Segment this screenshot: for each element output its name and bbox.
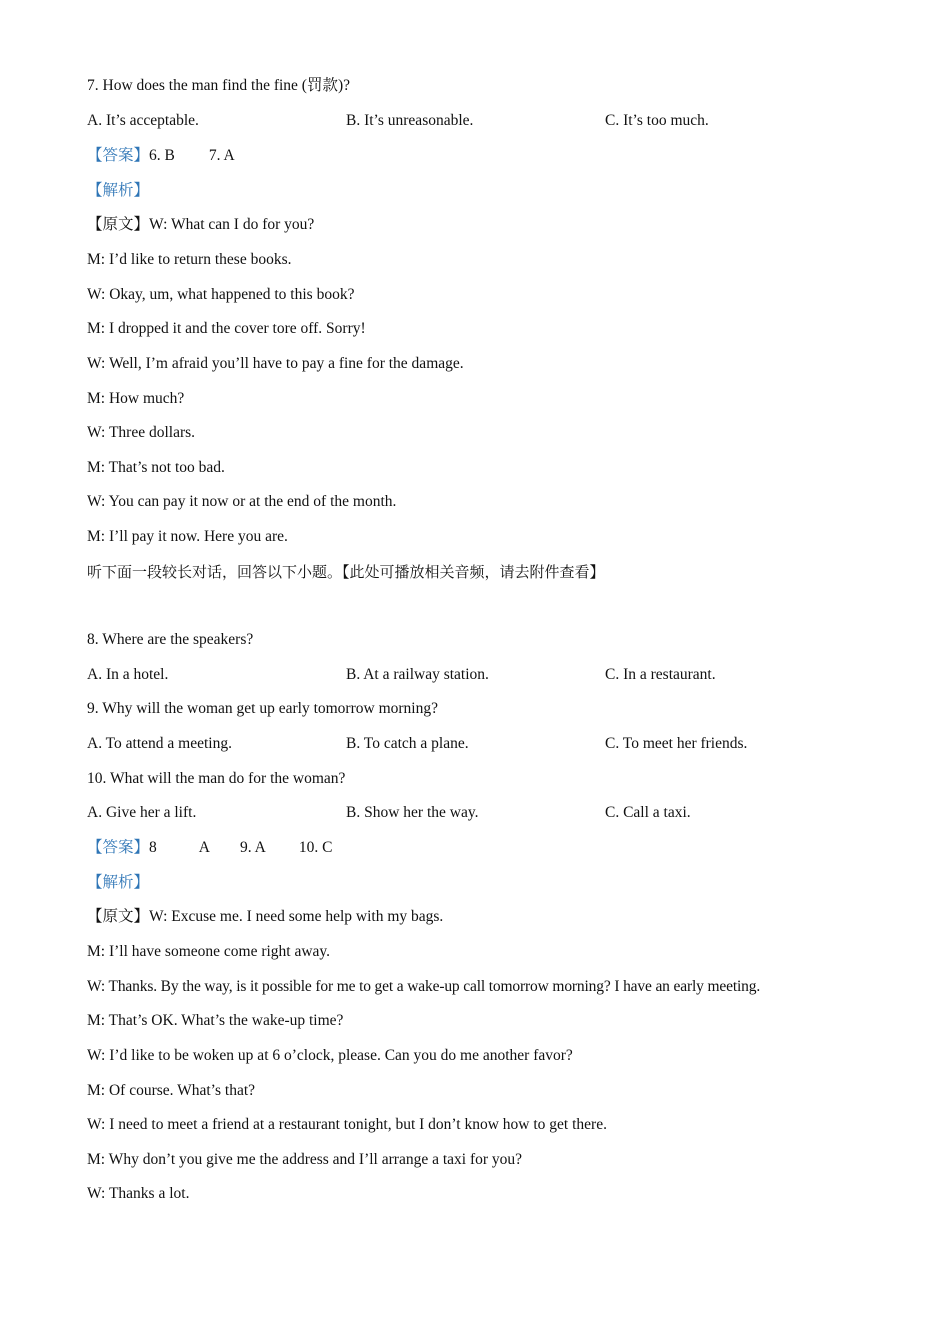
question-8: 8. Where are the speakers? xyxy=(87,631,254,648)
script1-line-8: M: That’s not too bad. xyxy=(87,459,225,476)
script2-line-5: W: I’d like to be woken up at 6 o’clock, please. Can you do me another favor? xyxy=(87,1047,573,1064)
script2-line-8: M: Why don’t you give me the address and I’ll arrange a taxi for you? xyxy=(87,1151,523,1168)
q8-option-a: A. In a hotel. xyxy=(87,666,169,683)
script1-line-10: M: I’ll pay it now. Here you are. xyxy=(87,528,288,545)
q10-option-a: A. Give her a lift. xyxy=(87,804,197,821)
answer-label: 【答案】 xyxy=(87,147,150,164)
script2-line-1: 【原文】W: Excuse me. I need some help with my bags. xyxy=(87,908,444,925)
script-tag: 【原文】 xyxy=(87,216,150,233)
answer-10: 10. C xyxy=(298,839,333,856)
q7-option-a: A. It’s acceptable. xyxy=(87,112,199,129)
question-7: 7. How does the man find the fine (罚款)? xyxy=(87,77,351,94)
question-10: 10. What will the man do for the woman? xyxy=(87,770,346,787)
q9-option-b: B. To catch a plane. xyxy=(346,735,469,752)
answer-6: 6. B xyxy=(149,147,175,164)
script1-line-6: M: How much? xyxy=(87,390,185,407)
q10-option-c: C. Call a taxi. xyxy=(605,804,691,821)
q9-option-a: A. To attend a meeting. xyxy=(87,735,232,752)
script1-line-9: W: You can pay it now or at the end of the month. xyxy=(87,493,397,510)
script-tag: 【原文】 xyxy=(87,908,150,925)
script2-line-9: W: Thanks a lot. xyxy=(87,1185,190,1202)
q7-option-b: B. It’s unreasonable. xyxy=(346,112,474,129)
answer-label: 【答案】 xyxy=(87,839,150,856)
answer-8-letter: A xyxy=(198,839,210,856)
analysis-label-2: 【解析】 xyxy=(87,874,150,891)
answer-8-num: 8 xyxy=(149,839,157,856)
script1-line-4: M: I dropped it and the cover tore off. Sorry! xyxy=(87,320,366,337)
q8-option-b: B. At a railway station. xyxy=(346,666,489,683)
answer-7: 7. A xyxy=(208,147,235,164)
question-9: 9. Why will the woman get up early tomorrow morning? xyxy=(87,700,438,717)
answer-9: 9. A xyxy=(239,839,266,856)
script1-line-3: W: Okay, um, what happened to this book? xyxy=(87,286,355,303)
analysis-label-1: 【解析】 xyxy=(87,182,150,199)
q7-option-c: C. It’s too much. xyxy=(605,112,709,129)
script1-line-7: W: Three dollars. xyxy=(87,424,196,441)
q10-option-b: B. Show her the way. xyxy=(346,804,479,821)
answer-line-1 xyxy=(87,146,235,166)
script2-line-7: W: I need to meet a friend at a restaurant tonight, but I don’t know how to get there. xyxy=(87,1116,607,1133)
script2-line-2: M: I’ll have someone come right away. xyxy=(87,943,331,960)
q9-option-c: C. To meet her friends. xyxy=(605,735,748,752)
q8-option-c: C. In a restaurant. xyxy=(605,666,716,683)
script2-line-4: M: That’s OK. What’s the wake-up time? xyxy=(87,1012,344,1029)
answer-line-2 xyxy=(87,838,332,858)
script2-line-6: M: Of course. What’s that? xyxy=(87,1082,256,1099)
section-instruction: 听下面一段较长对话，回答以下小题。【此处可播放相关音频，请去附件查看】 xyxy=(87,563,605,581)
script1-line-5: W: Well, I’m afraid you’ll have to pay a fine for the damage. xyxy=(87,355,464,372)
script1-line-2: M: I’d like to return these books. xyxy=(87,251,292,268)
script2-line-3: W: Thanks. By the way, is it possible for me to get a wake-up call tomorrow morning? I have an early meeting. xyxy=(87,978,761,995)
script1-line-1: 【原文】W: What can I do for you? xyxy=(87,216,315,233)
